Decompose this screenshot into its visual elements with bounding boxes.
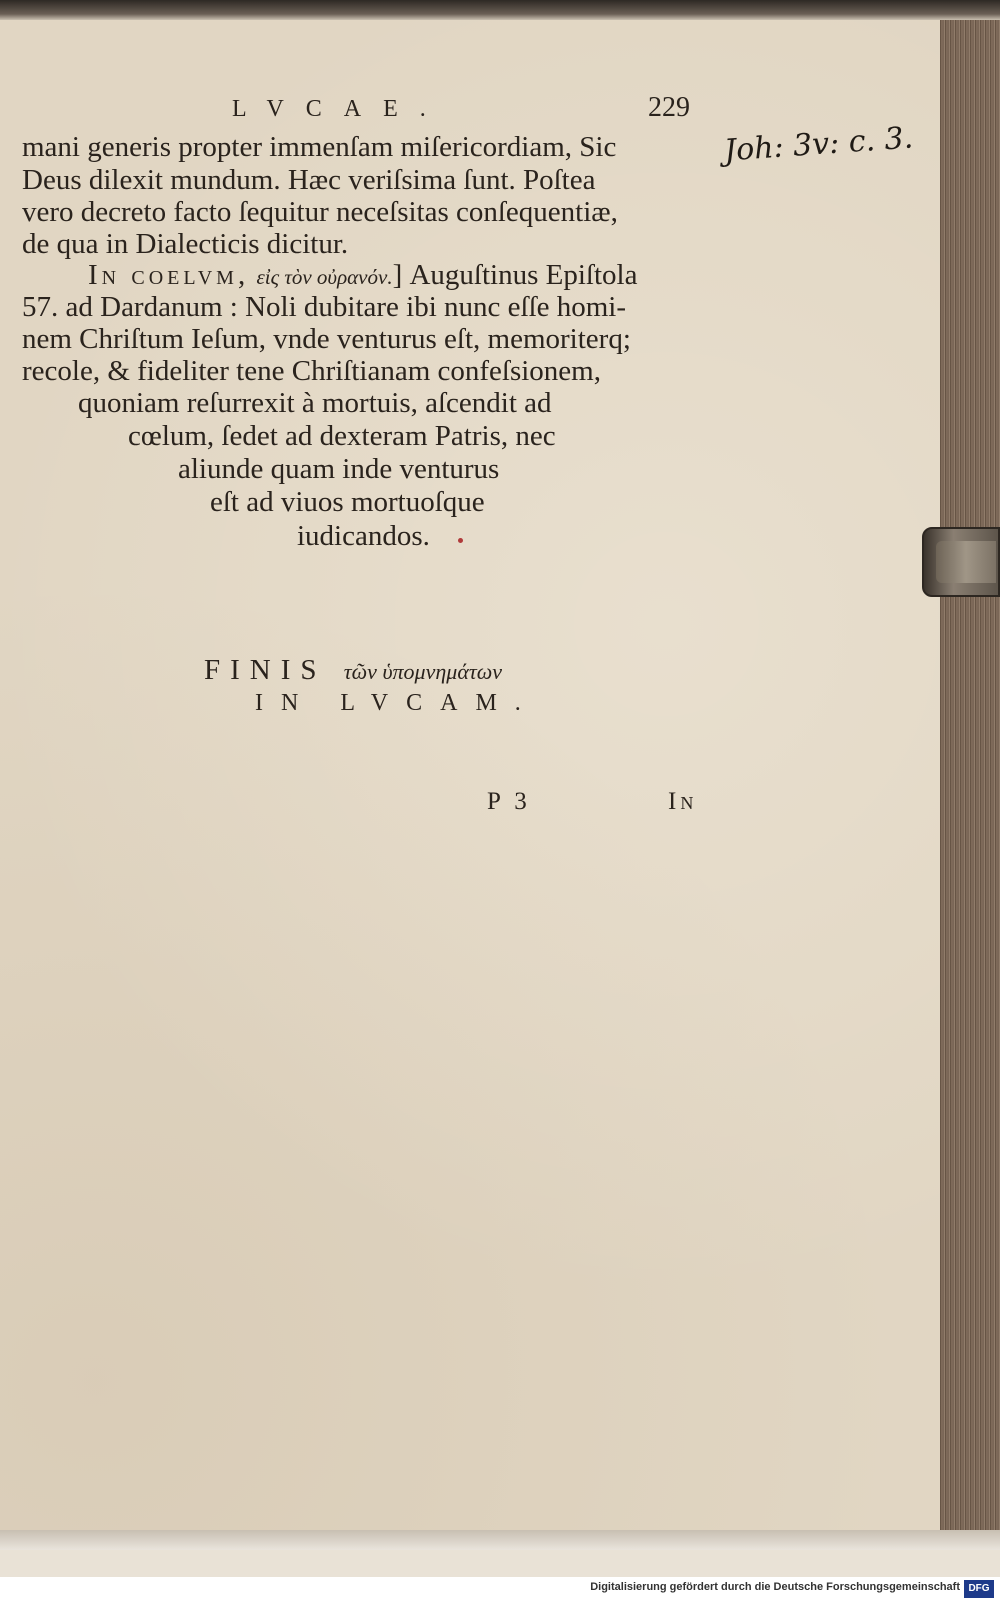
paragraph-line: recole, & fideliter tene Chriſtianam confeſsionem,: [22, 355, 601, 387]
page-bottom-edge: [0, 1530, 1000, 1550]
lemma-latin: In coelvm,: [88, 259, 250, 291]
handwritten-margin-note: Joh: 3v: c. 3.: [723, 120, 915, 169]
body-line: Deus dilexit mundum. Hæc veriſsima ſunt. Poſtea: [22, 164, 596, 196]
taper-line: iudicandos.: [297, 520, 430, 552]
taper-line: eſt ad viuos mortuoſque: [210, 486, 485, 518]
red-ink-mark: [458, 538, 463, 543]
book-clasp-inner: [936, 541, 996, 583]
body-line: mani generis propter immenſam miſericordiam, Sic: [22, 131, 617, 163]
page-number: 229: [648, 92, 690, 123]
finis-subtitle: IN LVCAM.: [255, 690, 539, 716]
paragraph-line: 57. ad Dardanum : Noli dubitare ibi nunc eſſe homi-: [22, 291, 627, 323]
lemma-line: [88, 259, 637, 292]
binding-shadow: [0, 0, 1000, 20]
paragraph-line: nem Chriſtum Ieſum, vnde venturus eſt, memoriterq;: [22, 323, 631, 355]
catchword: In: [668, 788, 698, 815]
body-line: vero decreto facto ſequitur neceſsitas conſequentiæ,: [22, 196, 618, 228]
running-title: LVCAE.: [232, 96, 448, 122]
finis-line: [204, 654, 502, 687]
lemma-greek: εἰς τὸν οὐρανόν.: [256, 265, 393, 289]
book-clasp: [922, 527, 1000, 597]
lemma-rest: ] Auguſtinus Epiſtola: [392, 259, 638, 291]
dfg-logo: DFG: [964, 1580, 994, 1598]
page-fore-edge: [940, 18, 1000, 1538]
finis-greek: τῶν ὑπομνημάτων: [343, 659, 503, 684]
footer-credit: Digitalisierung gefördert durch die Deutsche Forschungsgemeinschaft: [590, 1581, 960, 1593]
finis-word: FINIS: [204, 654, 327, 686]
taper-line: quoniam reſurrexit à mortuis, aſcendit ad: [78, 387, 552, 419]
signature-mark: P 3: [487, 788, 531, 815]
footer-bar: [0, 1577, 1000, 1603]
taper-line: aliunde quam inde venturus: [178, 453, 500, 485]
body-line: de qua in Dialecticis dicitur.: [22, 228, 349, 260]
taper-line: cœlum, ſedet ad dexteram Patris, nec: [128, 420, 556, 452]
